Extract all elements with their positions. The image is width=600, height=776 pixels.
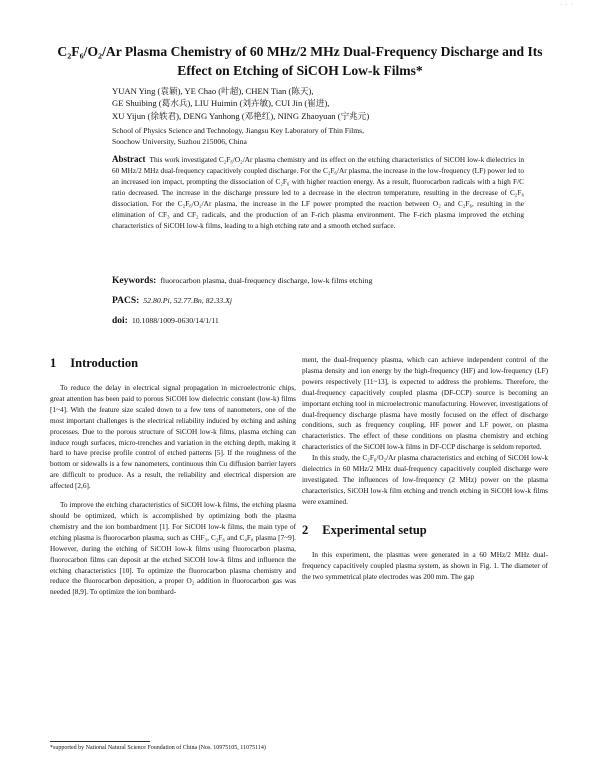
keywords-text: fluorocarbon plasma, dual-frequency discharge, low-k films etching: [160, 276, 373, 285]
pacs-heading: PACS:: [112, 296, 140, 306]
paper-title: C₂F₆/O₂/Ar Plasma Chemistry of 60 MHz/2 MHz Dual-Frequency Discharge and Its Effect on Etching of SiCOH Low-k Films*: [57, 44, 543, 78]
keywords-heading: Keywords:: [112, 276, 157, 286]
footnote: *supported by National Natural Science Foundation of China (Nos. 10975105, 11075114): [50, 745, 266, 751]
author-list: [112, 85, 532, 122]
section-title: Experimental setup: [322, 522, 427, 537]
author-line: YUAN Ying (袁颖), YE Chao (叶超), CHEN Tian (陈天),: [112, 86, 314, 96]
author-line: GE Shuibing (葛水兵), LIU Huimin (刘卉敏), CUI Jin (崔进),: [112, 98, 330, 109]
section-title: Introduction: [70, 356, 139, 370]
affiliation-line: Soochow University, Suzhou 215006, China: [112, 137, 247, 146]
section-heading-experimental: [302, 522, 548, 538]
right-column: [302, 355, 548, 582]
abstract-heading: Abstract: [112, 154, 146, 164]
section-heading-introduction: [50, 355, 296, 371]
paragraph: ment, the dual-frequency plasma, which can achieve independent control of the plasma density and ion energy by the high-frequency (HF) and low-frequency (LF) powers respectively [11~13], is expected to address the problems. Therefore, the dual-frequency capacitively coupled plasma (DF-CCP) source is becoming an important etching tool in microelectronic manufacturing. However, investigations of dual-frequency discharge plasma have mostly focused on the effect of discharge conditions, such as frequency coupling, HF power and LF power, on plasma characteristics. The effect of these conditions on plasma chemistry and etching characteristics of the SiCOH low-k films in DF-CCP discharge is seldom reported.: [302, 356, 548, 452]
pacs-block: [112, 296, 532, 306]
affiliation: [112, 125, 532, 147]
section-number: 2: [302, 522, 309, 537]
paragraph: To reduce the delay in electrical signal propagation in microelectronic chips, great attention has been paid to porous SiCOH low dielectric constant (low-k) films [1~4]. With the feature size scaled down to a few tens of nanometers, one of the most important challenges is the electrical reliability induced by etching and ashing processes. Due to the porous structure of SiCOH low-k films, plasma etching can induce rough surfaces, micro-trenches and variation in the etching depth, making it hard to have precise profile control of etched patterns [5]. If the roughness of the bottom or sidewalls is a few nanometers, continuous thin Cu diffusion barrier layers are difficult to produce. As a result, the reliability and electrical dispersion are affected [2,6].: [50, 384, 296, 491]
left-column: [50, 355, 296, 598]
section-number: 1: [50, 356, 57, 370]
paragraph: In this study, the C₂F₆/O₂/Ar plasma characteristics and etching of SiCOH low-k dielectrics in 60 MHz/2 MHz dual-frequency capacitively coupled discharge were investigated. The influences of low-frequency (2 MHz) power on the plasma characteristics, SiCOH low-k film etching and trench etching in SiCOH low-k films were examined.: [302, 454, 548, 506]
abstract-text: This work investigated C₂F₆/O₂/Ar plasma chemistry and its effect on the etching characteristics of SiCOH low-k dielectrics in 60 MHz/2 MHz dual-frequency capacitively coupled discharge. For the C₂F₆/Ar plasma, the increase in the low-frequency (LF) power led to an increased ion impact, prompting the dissociation of C₂F₆ with higher reaction energy. As a result, fluorocarbon radicals with a high F/C ratio decreased. The increase in the discharge pressure led to a decrease in the electron temperature, resulting in the decrease of C₂F₆ dissociation. For the C₂F₆/O₂/Ar plasma, the increase in the LF power prompted the reaction between O₂ and C₂F₆, resulting in the elimination of CF₃ and CF₂ radicals, and the production of an F-rich plasma environment. The F-rich plasma improved the etching characteristics of SiCOH low-k films, leading to a high etching rate and a smooth etched surface.: [112, 155, 524, 230]
keywords-block: [112, 276, 532, 286]
header-mark: · · ·: [560, 2, 574, 8]
footnote-rule: [50, 741, 150, 742]
pacs-codes: 52.80.Pi, 52.77.Bn, 82.33.Xj: [143, 296, 233, 305]
author-line: XU Yijun (徐轶君), DENG Yanhong (邓艳红), NING Zhaoyuan (宁兆元): [112, 110, 370, 121]
doi-value: 10.1088/1009-0630/14/1/11: [131, 316, 219, 325]
doi-block: [112, 316, 532, 326]
paragraph: In this experiment, the plasmas were generated in a 60 MHz/2 MHz dual-frequency capacitively coupled plasma system, as shown in Fig. 1. The diameter of the two symmetrical plate electrodes was 200 mm. The gap: [302, 550, 548, 581]
abstract-block: [112, 154, 524, 231]
affiliation-line: School of Physics Science and Technology, Jiangsu Key Laboratory of Thin Films,: [112, 126, 364, 135]
paragraph: To improve the etching characteristics of SiCOH low-k films, the etching plasma should be optimized, which is accomplished by optimizing both the plasma chemistry and the ion bombardment [1]. For SiCOH low-k films, the main type of etching plasma is fluorocarbon plasma, such as CHF₃, C₂F₆ and C₄F₈ plasma [7~9]. However, during the etching of SiCOH low-k films using fluorocarbon plasma, fluorocarbon films can deposit at the etched SiCOH low-k films and influence the etching characteristics [10]. To optimize the fluorocarbon plasma chemistry and reduce the fluorocarbon deposition, a proper O₂ addition in fluorocarbon gas was needed [8,9]. To optimize the ion bombard-: [50, 501, 296, 597]
doi-heading: doi:: [112, 316, 128, 326]
